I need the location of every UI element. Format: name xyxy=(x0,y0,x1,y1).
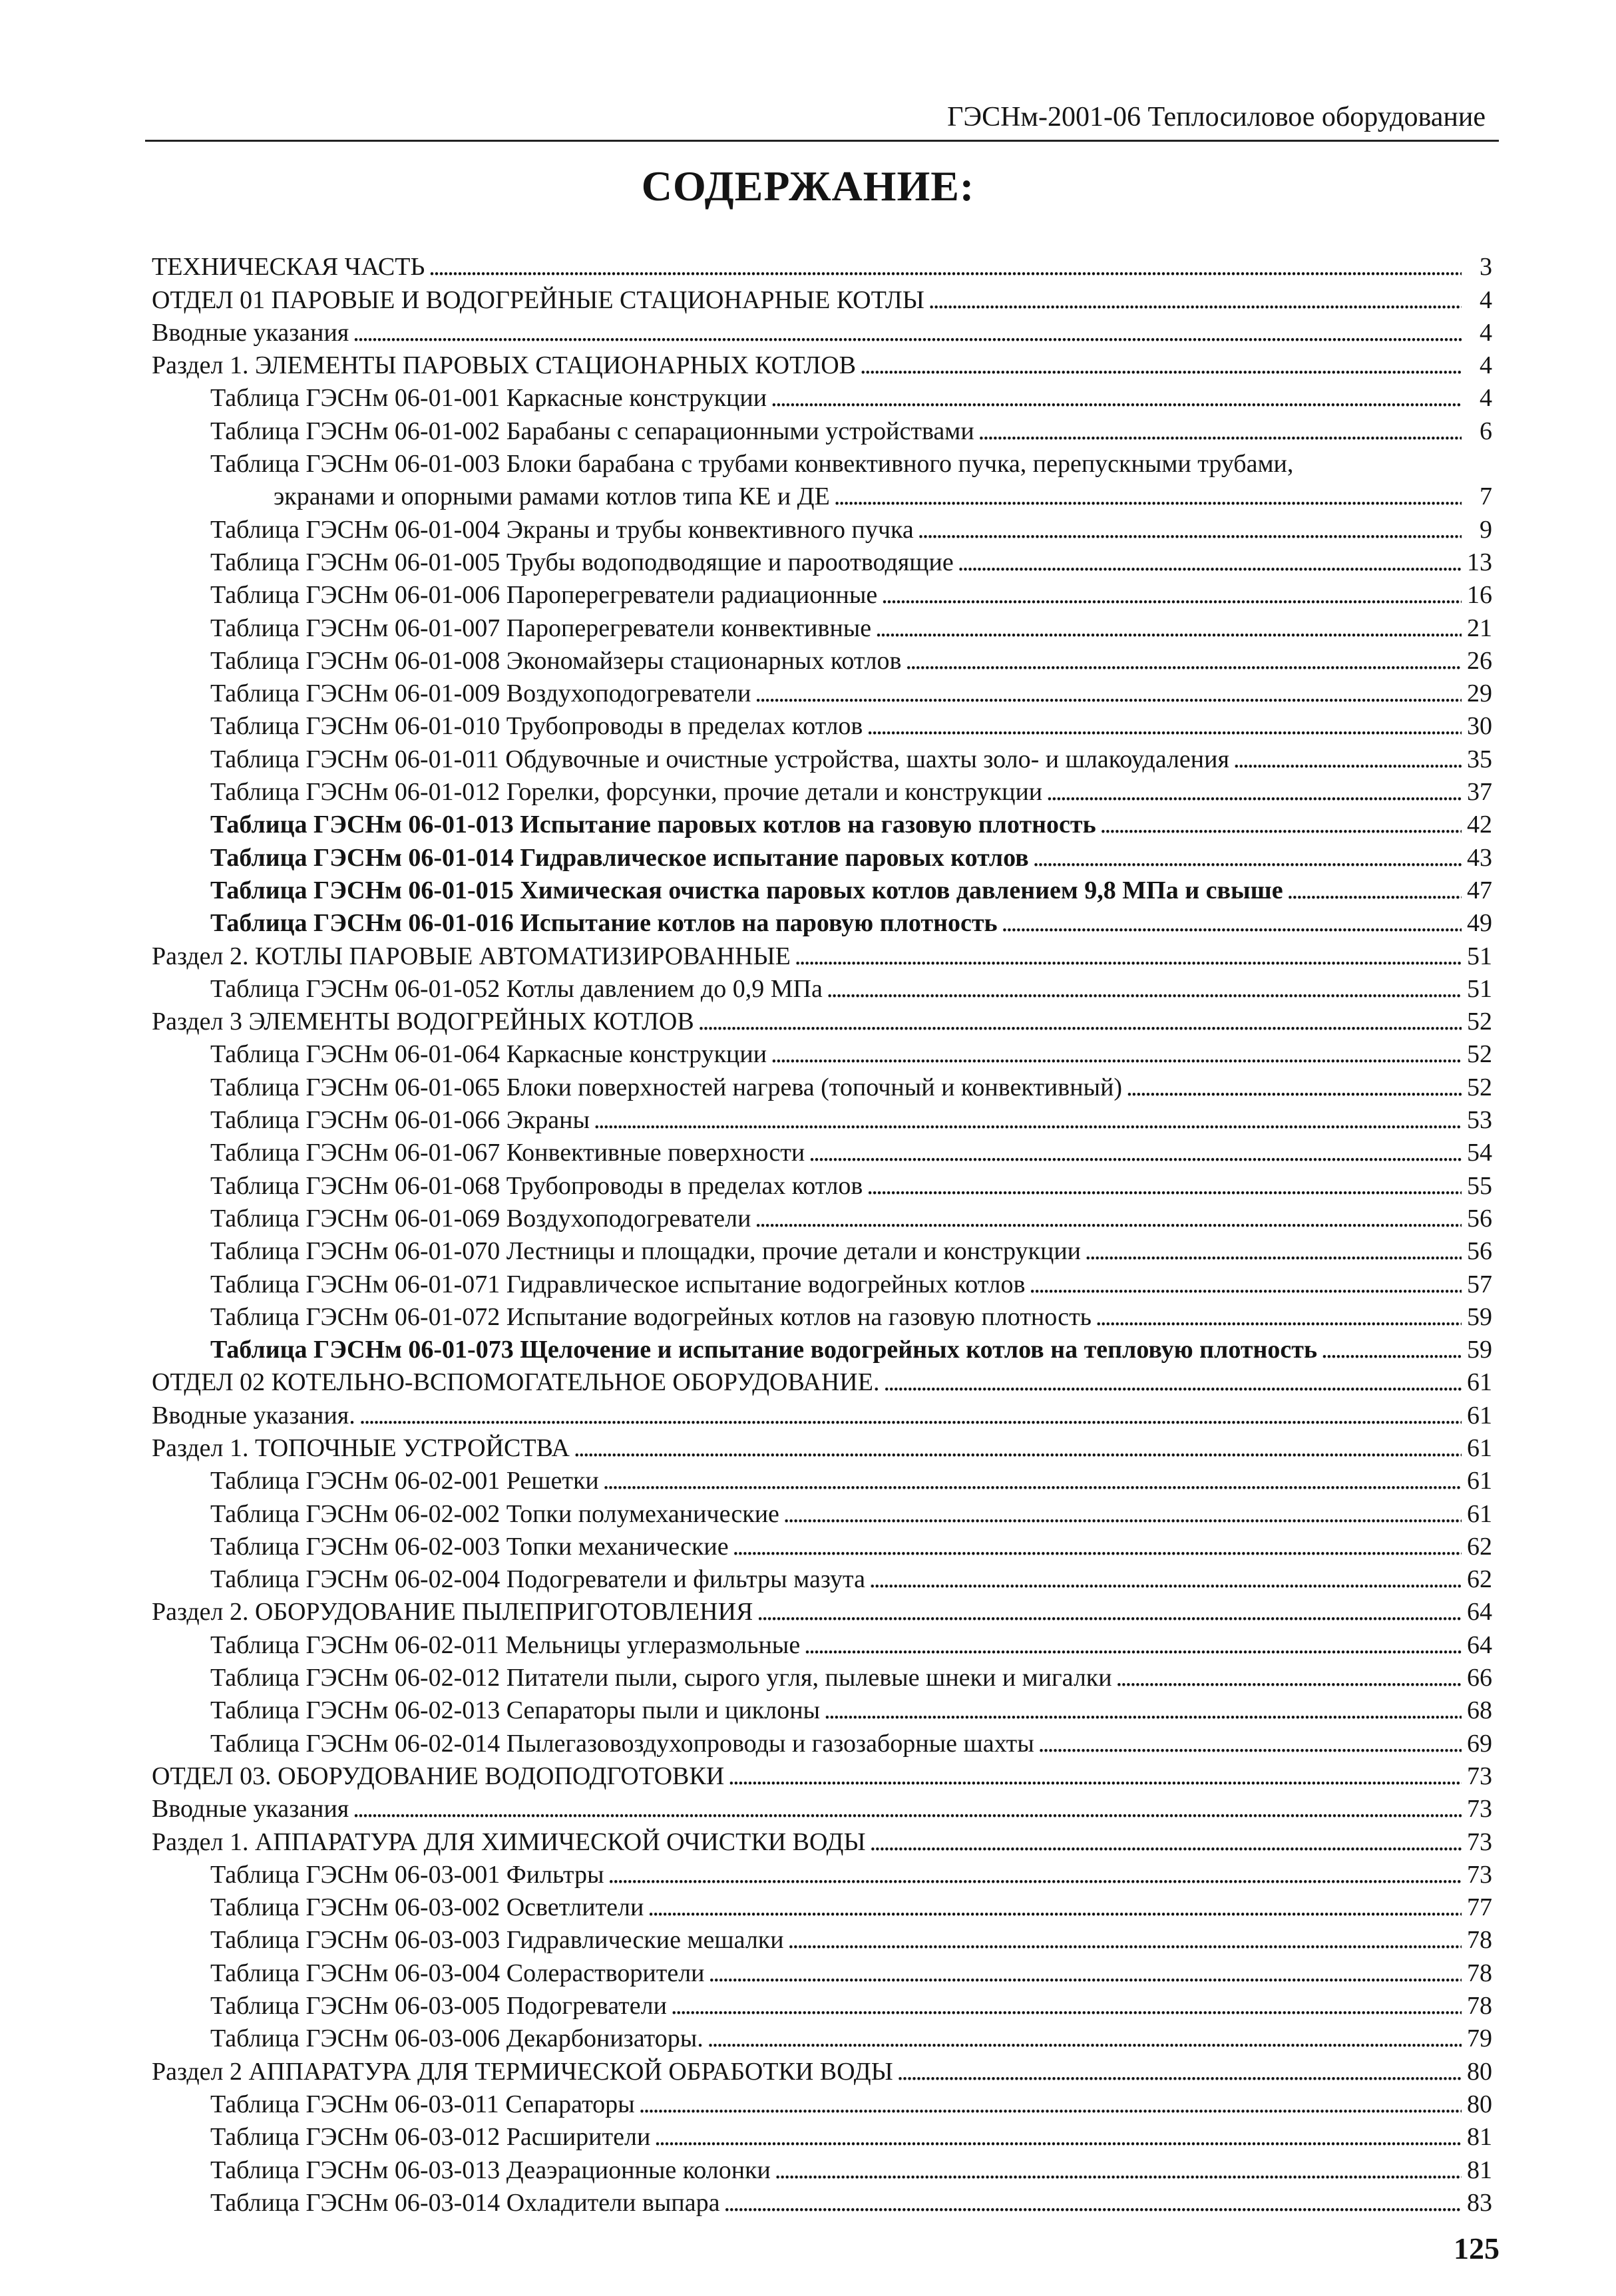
toc-leader-dots xyxy=(958,547,1462,578)
toc-entry[interactable] xyxy=(152,1759,1492,1792)
toc-leader-dots xyxy=(1321,1334,1462,1365)
toc-leader-dots xyxy=(783,1499,1462,1529)
toc-leader-dots xyxy=(608,1859,1462,1890)
toc-entry-title: Таблица ГЭСНм 06-01-068 Трубопроводы в пределах котлов xyxy=(210,1171,863,1200)
toc-entry-title: Раздел 2. ОБОРУДОВАНИЕ ПЫЛЕПРИГОТОВЛЕНИЯ xyxy=(152,1598,753,1626)
toc-leader-dots xyxy=(1085,1236,1462,1266)
toc-entry-title: Таблица ГЭСНм 06-02-001 Решетки xyxy=(210,1467,599,1495)
toc-entry-page: 80 xyxy=(1467,2090,1492,2118)
toc-entry-title: Таблица ГЭСНм 06-01-070 Лестницы и площадки, прочие детали и конструкции xyxy=(210,1237,1081,1266)
toc-entry-page: 62 xyxy=(1467,1532,1492,1561)
toc-leader-dots xyxy=(353,1794,1462,1824)
toc-entry-title: Таблица ГЭСНм 06-01-015 Химическая очистка паровых котлов давлением 9,8 МПа и свыше xyxy=(210,876,1283,904)
toc-entry-title: Таблица ГЭСНм 06-01-066 Экраны xyxy=(210,1106,590,1135)
toc-entry[interactable] xyxy=(152,1955,1492,1988)
toc-entry[interactable] xyxy=(152,1037,1492,1069)
toc-entry-title: Вводные указания xyxy=(152,1795,349,1823)
toc-entry-title: Вводные указания xyxy=(152,318,349,347)
toc-leader-dots xyxy=(809,1137,1462,1168)
toc-entry[interactable] xyxy=(152,545,1492,578)
toc-entry-page: 4 xyxy=(1480,351,1492,380)
toc-entry-title: Раздел 1. ЭЛЕМЕНТЫ ПАРОВЫХ СТАЦИОНАРНЫХ КОТЛОВ xyxy=(152,351,857,380)
toc-entry-title: Таблица ГЭСНм 06-01-003 Блоки барабана с трубами конвективного пучка, перепускными трубами, xyxy=(210,450,1294,478)
toc-entry-title: Таблица ГЭСНм 06-01-006 Пароперегреватели радиационные xyxy=(210,581,878,610)
running-title: ГЭСНм-2001-06 Теплосиловое оборудование xyxy=(947,102,1486,132)
toc-entry-title: Таблица ГЭСНм 06-01-073 Щелочение и испытание водогрейных котлов на тепловую плотность xyxy=(210,1336,1318,1364)
toc-entry-page: 52 xyxy=(1467,1073,1492,1101)
toc-entry-page: 73 xyxy=(1467,1762,1492,1790)
toc-leader-dots xyxy=(827,974,1462,1004)
toc-entry[interactable] xyxy=(152,1201,1492,1234)
toc-entry[interactable] xyxy=(152,1069,1492,1102)
toc-entry[interactable] xyxy=(152,2054,1492,2086)
toc-entry-page: 29 xyxy=(1467,679,1492,708)
toc-entry-page: 57 xyxy=(1467,1270,1492,1298)
toc-entry[interactable] xyxy=(152,1300,1492,1332)
toc-entry-title: Таблица ГЭСНм 06-03-006 Декарбонизаторы. xyxy=(210,2024,704,2053)
toc-leader-dots xyxy=(867,711,1462,741)
toc-entry[interactable] xyxy=(152,1824,1492,1857)
toc-entry-title: Таблица ГЭСНм 06-03-002 Осветлители xyxy=(210,1893,644,1922)
toc-entry-title: ОТДЕЛ 01 ПАРОВЫЕ И ВОДОГРЕЙНЫЕ СТАЦИОНАРНЫЕ КОТЛЫ xyxy=(152,286,924,314)
toc-leader-dots xyxy=(723,2188,1462,2218)
toc-entry-page: 81 xyxy=(1467,2123,1492,2152)
toc-entry-title: Таблица ГЭСНм 06-02-013 Сепараторы пыли и циклоны xyxy=(210,1696,821,1725)
toc-entry-title: Таблица ГЭСНм 06-01-011 Обдувочные и очистные устройства, шахты золо- и шлакоудаления xyxy=(210,745,1229,773)
toc-entry-page: 55 xyxy=(1467,1171,1492,1200)
toc-leader-dots xyxy=(795,941,1462,972)
toc-entry-title: Таблица ГЭСНм 06-01-012 Горелки, форсунки, прочие детали и конструкции xyxy=(210,778,1043,807)
toc-entry-title: ОТДЕЛ 02 КОТЕЛЬНО-ВСПОМОГАТЕЛЬНОЕ ОБОРУДОВАНИЕ. xyxy=(152,1368,880,1397)
toc-leader-dots xyxy=(870,1827,1462,1857)
toc-entry[interactable] xyxy=(152,1431,1492,1463)
toc-entry[interactable] xyxy=(152,1562,1492,1595)
toc-leader-dots xyxy=(978,416,1462,447)
toc-entry-title: Таблица ГЭСНм 06-01-010 Трубопроводы в пределах котлов xyxy=(210,712,863,741)
toc-leader-dots xyxy=(757,1597,1462,1627)
toc-entry[interactable] xyxy=(152,1398,1492,1430)
toc-entry-title: Таблица ГЭСНм 06-03-003 Гидравлические мешалки xyxy=(210,1926,784,1955)
toc-entry-title: Таблица ГЭСНм 06-01-001 Каркасные конструкции xyxy=(210,384,767,413)
toc-entry-page: 26 xyxy=(1467,646,1492,675)
toc-entry[interactable] xyxy=(152,1792,1492,1824)
toc-entry[interactable] xyxy=(152,1857,1492,1890)
toc-entry-page: 6 xyxy=(1480,417,1492,445)
toc-entry[interactable] xyxy=(152,2186,1492,2218)
toc-entry-title: Таблица ГЭСНм 06-03-012 Расширители xyxy=(210,2123,651,2152)
toc-leader-dots xyxy=(1002,908,1462,938)
toc-leader-dots xyxy=(1029,1269,1462,1300)
toc-entry-page: 52 xyxy=(1467,1008,1492,1036)
toc-entry[interactable] xyxy=(152,807,1492,840)
toc-entry[interactable] xyxy=(152,1496,1492,1529)
toc-entry-title: Таблица ГЭСНм 06-02-014 Пылегазовоздухопроводы и газозаборные шахты xyxy=(210,1729,1034,1758)
toc-entry[interactable] xyxy=(152,1463,1492,1496)
toc-entry-page: 16 xyxy=(1467,581,1492,610)
toc-entry-title: Таблица ГЭСНм 06-02-012 Питатели пыли, сырого угля, пылевые шнеки и мигалки xyxy=(210,1664,1112,1692)
toc-entry[interactable] xyxy=(152,348,1492,381)
toc-entry-page: 4 xyxy=(1480,318,1492,347)
toc-leader-dots xyxy=(574,1433,1462,1463)
toc-leader-dots xyxy=(359,1400,1462,1431)
toc-leader-dots xyxy=(804,1630,1462,1660)
toc-leader-dots xyxy=(1096,1302,1462,1332)
toc-entry-page: 4 xyxy=(1480,384,1492,413)
toc-entry[interactable] xyxy=(152,775,1492,807)
toc-leader-dots xyxy=(1100,809,1462,840)
toc-leader-dots xyxy=(881,580,1462,610)
toc-entry-page: 37 xyxy=(1467,778,1492,807)
toc-entry[interactable] xyxy=(152,1989,1492,2021)
toc-entry[interactable] xyxy=(152,1168,1492,1201)
toc-leader-dots xyxy=(775,2155,1462,2186)
toc-entry-page: 59 xyxy=(1467,1336,1492,1364)
toc-entry-title: Таблица ГЭСНм 06-03-013 Деаэрационные колонки xyxy=(210,2156,771,2184)
toc-entry-page: 3 xyxy=(1480,253,1492,282)
toc-entry-title: Таблица ГЭСНм 06-02-011 Мельницы углеразмольные xyxy=(210,1630,801,1659)
toc-entry-page: 43 xyxy=(1467,843,1492,872)
toc-entry[interactable] xyxy=(152,1627,1492,1660)
toc-leader-dots xyxy=(928,285,1462,315)
toc-entry[interactable] xyxy=(152,1890,1492,1923)
toc-entry-title: Раздел 3 ЭЛЕМЕНТЫ ВОДОГРЕЙНЫХ КОТЛОВ xyxy=(152,1008,694,1036)
toc-leader-dots xyxy=(707,2023,1462,2054)
toc-entry-page: 47 xyxy=(1467,876,1492,904)
toc-entry-page: 42 xyxy=(1467,811,1492,839)
toc-entry-title: Раздел 2 АППАРАТУРА ДЛЯ ТЕРМИЧЕСКОЙ ОБРАБОТКИ ВОДЫ xyxy=(152,2057,893,2086)
toc-entry[interactable] xyxy=(152,315,1492,348)
toc-entry-title: Таблица ГЭСНм 06-02-004 Подогреватели и фильтры мазута xyxy=(210,1565,865,1594)
toc-entry[interactable] xyxy=(152,381,1492,413)
toc-entry[interactable] xyxy=(152,873,1492,906)
toc-entry[interactable] xyxy=(152,2152,1492,2185)
toc-entry-page: 64 xyxy=(1467,1630,1492,1659)
toc-entry-page: 61 xyxy=(1467,1499,1492,1528)
toc-entry[interactable] xyxy=(152,447,1492,479)
table-of-contents xyxy=(152,250,1492,2218)
toc-leader-dots xyxy=(771,383,1462,413)
toc-entry-page: 35 xyxy=(1467,745,1492,773)
toc-entry-title: Таблица ГЭСНм 06-01-008 Экономайзеры стационарных котлов xyxy=(210,646,902,675)
toc-leader-dots xyxy=(906,646,1462,676)
toc-entry-page: 68 xyxy=(1467,1696,1492,1725)
toc-entry-title: Раздел 1. ТОПОЧНЫЕ УСТРОЙСТВА xyxy=(152,1434,570,1462)
toc-entry-page: 61 xyxy=(1467,1401,1492,1430)
toc-leader-dots xyxy=(639,2089,1462,2120)
toc-entry-title: Таблица ГЭСНм 06-02-003 Топки механические xyxy=(210,1532,729,1561)
toc-entry-page: 51 xyxy=(1467,974,1492,1003)
toc-leader-dots xyxy=(869,1564,1462,1595)
toc-entry-page: 49 xyxy=(1467,909,1492,938)
toc-entry[interactable] xyxy=(152,413,1492,446)
toc-leader-dots xyxy=(883,1367,1462,1398)
toc-leader-dots xyxy=(875,613,1462,644)
toc-entry-page: 54 xyxy=(1467,1139,1492,1167)
running-header xyxy=(145,100,1499,142)
toc-leader-dots xyxy=(824,1695,1462,1726)
toc-entry-title: Таблица ГЭСНм 06-01-016 Испытание котлов на паровую плотность xyxy=(210,909,998,938)
toc-entry-page: 73 xyxy=(1467,1860,1492,1889)
toc-entry-page: 4 xyxy=(1480,286,1492,314)
toc-entry-title: Таблица ГЭСНм 06-03-011 Сепараторы xyxy=(210,2090,635,2118)
toc-leader-dots xyxy=(671,1991,1462,2021)
toc-entry[interactable] xyxy=(152,1693,1492,1726)
toc-entry-title: Таблица ГЭСНм 06-03-014 Охладители выпара xyxy=(210,2188,720,2217)
toc-entry-page: 80 xyxy=(1467,2057,1492,2086)
toc-entry-page: 81 xyxy=(1467,2156,1492,2184)
toc-entry-page: 56 xyxy=(1467,1204,1492,1233)
toc-entry-page: 73 xyxy=(1467,1795,1492,1823)
toc-entry-page: 59 xyxy=(1467,1302,1492,1331)
toc-entry-page: 21 xyxy=(1467,614,1492,642)
toc-entry[interactable] xyxy=(152,479,1492,512)
toc-entry-title: Таблица ГЭСНм 06-03-001 Фильтры xyxy=(210,1860,604,1889)
toc-entry-page: 61 xyxy=(1467,1368,1492,1397)
toc-entry[interactable] xyxy=(152,1595,1492,1627)
toc-leader-dots xyxy=(594,1105,1462,1135)
toc-entry[interactable] xyxy=(152,676,1492,709)
toc-entry-page: 83 xyxy=(1467,2188,1492,2217)
toc-entry[interactable] xyxy=(152,938,1492,971)
toc-entry-page: 30 xyxy=(1467,712,1492,741)
toc-entry-title: Таблица ГЭСНм 06-03-005 Подогреватели xyxy=(210,1992,667,2020)
toc-entry-page: 66 xyxy=(1467,1664,1492,1692)
toc-entry-title: Таблица ГЭСНм 06-01-071 Гидравлическое испытание водогрейных котлов xyxy=(210,1270,1026,1298)
toc-entry-title: Таблица ГЭСНм 06-02-002 Топки полумеханические xyxy=(210,1499,779,1528)
toc-entry[interactable] xyxy=(152,709,1492,741)
toc-entry-title: Таблица ГЭСНм 06-01-065 Блоки поверхностей нагрева (топочный и конвективный) xyxy=(210,1073,1123,1101)
toc-entry-page: 78 xyxy=(1467,1992,1492,2020)
toc-entry[interactable] xyxy=(152,741,1492,774)
toc-leader-dots xyxy=(603,1465,1462,1496)
toc-entry[interactable] xyxy=(152,610,1492,643)
toc-entry-page: 77 xyxy=(1467,1893,1492,1922)
toc-entry[interactable] xyxy=(152,282,1492,315)
toc-leader-dots xyxy=(709,1958,1462,1989)
toc-entry-page: 64 xyxy=(1467,1598,1492,1626)
toc-entry-page: 7 xyxy=(1480,482,1492,511)
toc-entry[interactable] xyxy=(152,512,1492,544)
toc-entry-title: Таблица ГЭСНм 06-01-014 Гидравлическое испытание паровых котлов xyxy=(210,843,1029,872)
toc-leader-dots xyxy=(1287,875,1462,906)
toc-entry-title: экранами и опорными рамами котлов типа КЕ и ДЕ xyxy=(274,482,830,511)
toc-entry[interactable] xyxy=(152,2120,1492,2152)
toc-entry-title: Таблица ГЭСНм 06-01-007 Пароперегреватели конвективные xyxy=(210,614,872,642)
toc-entry-title: Раздел 1. АППАРАТУРА ДЛЯ ХИМИЧЕСКОЙ ОЧИСТКИ ВОДЫ xyxy=(152,1827,866,1856)
toc-entry-page: 78 xyxy=(1467,1926,1492,1955)
toc-entry-title: Таблица ГЭСНм 06-01-067 Конвективные поверхности xyxy=(210,1139,805,1167)
toc-leader-dots xyxy=(1233,744,1462,775)
toc-entry[interactable] xyxy=(152,1332,1492,1365)
toc-leader-dots xyxy=(654,2122,1462,2152)
toc-entry[interactable] xyxy=(152,1529,1492,1562)
toc-entry-title: ОТДЕЛ 03. ОБОРУДОВАНИЕ ВОДОПОДГОТОВКИ xyxy=(152,1762,725,1790)
toc-leader-dots xyxy=(1033,843,1462,873)
toc-entry-title: Таблица ГЭСНм 06-01-072 Испытание водогрейных котлов на газовую плотность xyxy=(210,1302,1092,1331)
toc-entry-page: 9 xyxy=(1480,515,1492,544)
toc-leader-dots xyxy=(918,514,1462,545)
toc-entry-title: Вводные указания. xyxy=(152,1401,355,1430)
toc-entry-page: 53 xyxy=(1467,1106,1492,1135)
toc-entry-title: Таблица ГЭСНм 06-01-009 Воздухоподогреватели xyxy=(210,679,751,708)
toc-entry-title: Таблица ГЭСНм 06-03-004 Солерастворители xyxy=(210,1959,705,1987)
toc-entry-page: 51 xyxy=(1467,942,1492,970)
toc-entry-page: 52 xyxy=(1467,1040,1492,1069)
toc-entry-page: 69 xyxy=(1467,1729,1492,1758)
toc-entry-title: Раздел 2. КОТЛЫ ПАРОВЫЕ АВТОМАТИЗИРОВАННЫЕ xyxy=(152,942,791,970)
toc-entry-title: Таблица ГЭСНм 06-01-002 Барабаны с сепарационными устройствами xyxy=(210,417,974,445)
toc-entry-page: 73 xyxy=(1467,1827,1492,1856)
toc-entry-page: 13 xyxy=(1467,548,1492,576)
toc-entry[interactable] xyxy=(152,1135,1492,1168)
toc-entry-page: 79 xyxy=(1467,2024,1492,2053)
toc-leader-dots xyxy=(728,1761,1462,1792)
toc-entry[interactable] xyxy=(152,1266,1492,1299)
toc-entry-title: ТЕХНИЧЕСКАЯ ЧАСТЬ xyxy=(152,253,425,282)
toc-entry-title: Таблица ГЭСНм 06-01-013 Испытание паровых котлов на газовую плотность xyxy=(210,811,1096,839)
toc-entry[interactable] xyxy=(152,2021,1492,2054)
toc-entry[interactable] xyxy=(152,578,1492,610)
page-title: СОДЕРЖАНИЕ: xyxy=(641,162,975,210)
toc-entry-title: Таблица ГЭСНм 06-01-069 Воздухоподогреватели xyxy=(210,1204,751,1233)
toc-entry[interactable] xyxy=(152,1726,1492,1758)
toc-entry-title: Таблица ГЭСНм 06-01-005 Трубы водоподводящие и пароотводящие xyxy=(210,548,954,576)
toc-entry-title: Таблица ГЭСНм 06-01-052 Котлы давлением до 0,9 МПа xyxy=(210,974,823,1003)
toc-leader-dots xyxy=(788,1925,1462,1955)
toc-leader-dots xyxy=(429,252,1462,282)
toc-entry-page: 61 xyxy=(1467,1467,1492,1495)
toc-entry[interactable] xyxy=(152,2087,1492,2120)
toc-entry-title: Таблица ГЭСНм 06-01-064 Каркасные конструкции xyxy=(210,1040,767,1069)
toc-entry[interactable] xyxy=(152,1103,1492,1135)
toc-entry[interactable] xyxy=(152,1660,1492,1693)
toc-leader-dots xyxy=(1116,1662,1462,1693)
toc-leader-dots xyxy=(897,2056,1462,2087)
toc-leader-dots xyxy=(860,350,1462,381)
toc-leader-dots xyxy=(834,481,1462,512)
toc-entry[interactable] xyxy=(152,840,1492,872)
toc-leader-dots xyxy=(867,1171,1462,1201)
toc-entry-page: 61 xyxy=(1467,1434,1492,1462)
toc-leader-dots xyxy=(755,1203,1462,1234)
toc-entry-page: 78 xyxy=(1467,1959,1492,1987)
toc-leader-dots xyxy=(733,1531,1462,1562)
toc-entry[interactable] xyxy=(152,1365,1492,1398)
toc-leader-dots xyxy=(1038,1728,1462,1759)
toc-leader-dots xyxy=(1046,777,1462,807)
toc-entry-page: 56 xyxy=(1467,1237,1492,1266)
toc-entry[interactable] xyxy=(152,1234,1492,1266)
toc-entry[interactable] xyxy=(152,644,1492,676)
toc-leader-dots xyxy=(771,1039,1462,1069)
toc-entry[interactable] xyxy=(152,1923,1492,1955)
toc-leader-dots xyxy=(698,1006,1462,1037)
toc-leader-dots xyxy=(353,317,1462,348)
toc-leader-dots xyxy=(1126,1072,1462,1103)
toc-entry[interactable] xyxy=(152,1004,1492,1037)
toc-entry[interactable] xyxy=(152,250,1492,282)
toc-leader-dots xyxy=(755,678,1462,709)
toc-entry-page: 62 xyxy=(1467,1565,1492,1594)
toc-entry[interactable] xyxy=(152,972,1492,1004)
page-number: 125 xyxy=(1454,2231,1500,2265)
toc-leader-dots xyxy=(648,1892,1462,1923)
toc-entry[interactable] xyxy=(152,906,1492,938)
toc-entry-title: Таблица ГЭСНм 06-01-004 Экраны и трубы конвективного пучка xyxy=(210,515,914,544)
